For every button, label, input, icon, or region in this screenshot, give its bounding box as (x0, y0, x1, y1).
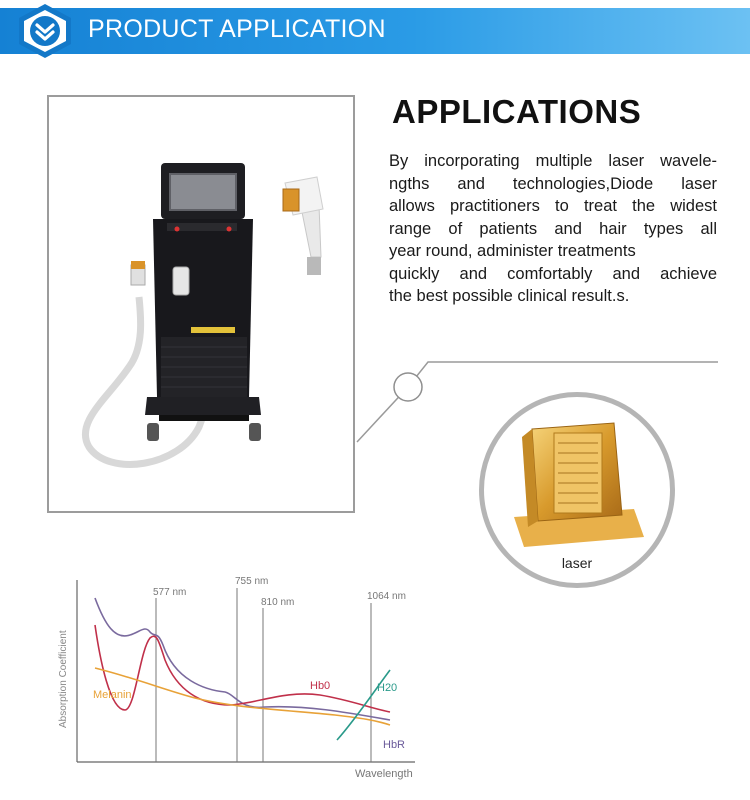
series-label-hb0: Hb0 (310, 680, 331, 692)
x-axis-label: Wavelength (355, 768, 413, 780)
series-label-h20: H20 (377, 682, 398, 694)
laser-zoom-circle (479, 392, 675, 588)
marker-label-755: 755 nm (235, 576, 269, 587)
marker-label-577: 577 nm (153, 587, 187, 598)
description-line: year round, administer treatments (389, 242, 636, 260)
description-line: allows practitioners to treat the widest (389, 197, 717, 215)
zoom-label: laser (561, 555, 593, 571)
description-line: quickly and comfortably and achieve (389, 264, 717, 283)
description-line: ngths and technologies,Diode laser (389, 174, 717, 193)
y-axis-label: Absorption Coefficient (58, 630, 69, 728)
description-line: range of patients and hair types all (389, 219, 717, 238)
series-label-melanin: Melanin (93, 689, 132, 701)
description-line: the best possible clinical result.s. (389, 287, 630, 305)
connector-node (394, 373, 422, 401)
marker-label-810: 810 nm (261, 597, 295, 608)
absorption-chart (55, 570, 440, 785)
series-label-hbr: HbR (383, 739, 406, 751)
series-hb0-curve (95, 625, 390, 712)
series-hbr-curve (95, 598, 390, 720)
marker-label-1064: 1064 nm (367, 591, 406, 602)
applications-title: APPLICATIONS (392, 93, 642, 130)
banner-title: PRODUCT APPLICATION (88, 15, 386, 43)
series-melanin-curve (95, 668, 390, 725)
description-line: By incorporating multiple laser wavele- (389, 152, 717, 170)
